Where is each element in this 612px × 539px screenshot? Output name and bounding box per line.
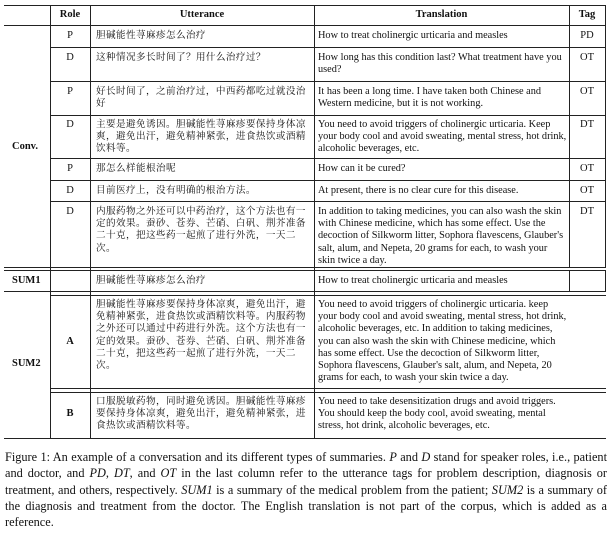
sum2-translation: You need to take desensitization drugs and avoid triggers. You should keep the body cool, avoid sweating, mental stress, hot drink, alcoholic beverages, etc. xyxy=(318,396,556,432)
conv-role: D xyxy=(66,185,74,196)
conv-translation: How can it be cured? xyxy=(318,163,406,174)
bottom-rule xyxy=(4,438,606,439)
conv-role: P xyxy=(67,163,73,174)
conv-tag: DT xyxy=(580,206,594,217)
header-utterance: Utterance xyxy=(179,9,225,20)
conv-utterance: 好长时间了，之前治疗过，中西药都吃过就没治好 xyxy=(96,86,306,110)
sum1-translation: How to treat cholinergic urticaria and measles xyxy=(318,275,508,286)
sum1-label: SUM1 xyxy=(12,275,41,286)
header-translation: Translation xyxy=(415,9,468,20)
figure-caption: Figure 1: An example of a conversation and its different types of summaries. P and D stand for speaker roles, i.e., patient and doctor, and PD, DT, and OT in the last column refer to the utterance tags for problem description, diagnosis or treatment, and others, respectively. SUM1 is a summary of the medical problem from the patient; SUM2 is a summary of the diagnosis and treatment from the doctor. The English translation is not part of the corpus, which is added as a reference. xyxy=(5,450,607,530)
conv-tag: PD xyxy=(580,30,594,41)
conv-role: D xyxy=(66,119,74,130)
conv-utterance: 目前医疗上，没有明确的根治方法。 xyxy=(96,185,256,196)
conv-role: P xyxy=(67,30,73,41)
conv-tag: OT xyxy=(580,86,594,97)
sum2-utterance: 口服脱敏药物，同时避免诱因。胆碱能性荨麻疹要保持身体凉爽，避免出汗，避免精神紧张，进食热饮或酒精饮料等。 xyxy=(96,396,306,432)
conv-utterance: 这种情况多长时间了？用什么治疗过？ xyxy=(96,52,266,63)
conv-tag: OT xyxy=(580,52,594,63)
conv-end-rule xyxy=(4,267,606,268)
conv-tag: DT xyxy=(580,119,594,130)
sum2-role-b: B xyxy=(66,408,74,419)
sum2-translation: You need to avoid triggers of cholinergic urticaria. keep your body cool and avoid sweating, mental stress, hot drink, alcoholic beverages, etc. In addition to taking medicines, you can also wash the skin with Chinese medicine, which has some effect. Use the decoction of Silkworm litter, Sophora flavescens, Glauber's salt, alum, and Nepeta, 20 grams for each, to wash your skin twice a day. xyxy=(318,299,567,384)
conv-tag: OT xyxy=(580,185,594,196)
conv-translation: How to treat cholinergic urticaria and measles xyxy=(318,30,508,41)
top-rule xyxy=(4,5,606,6)
conv-translation: How long has this condition last? What treatment have you used? xyxy=(318,52,562,76)
conv-translation: It has been a long time. I have taken both Chinese and Western medicine, but it is not working. xyxy=(318,86,542,110)
conv-translation: You need to avoid triggers of cholinergic urticaria. Keep your body cool and avoid sweating, mental stress, hot drink, alcoholic beverages, etc. xyxy=(318,119,567,155)
sum1-end-rule xyxy=(4,291,606,292)
conv-translation: At present, there is no clear cure for this disease. xyxy=(318,185,519,196)
conv-utterance: 那怎么样能根治呢 xyxy=(96,163,176,174)
header-role: Role xyxy=(59,9,81,20)
conv-role: D xyxy=(66,206,74,217)
conv-utterance: 内服药物之外还可以中药治疗，这个方法也有一定的效果。蚕砂、苍券、芒硝、白矾、荆芥准备二十克，把这些药一起煎了进行外洗，一天二次。 xyxy=(96,206,306,254)
sum2-utterance: 胆碱能性荨麻疹要保持身体凉爽，避免出汗，避免精神紧张，进食热饮或酒精饮料等。内服药物之外还可以通过中药进行外洗。这个方法也有一定的效果。蚕砂、苍券、芒硝、白矾、荆芥准备二十克，把这些药一起煎了进行外洗，一天二次。 xyxy=(96,299,306,372)
conv-tag: OT xyxy=(580,163,594,174)
sum2-label: SUM2 xyxy=(12,358,41,369)
sum1-utterance: 胆碱能性荨麻疹怎么治疗 xyxy=(96,275,206,286)
conv-utterance: 主要是避免诱因。胆碱能性荨麻疹要保持身体凉爽，避免出汗，避免精神紧张，进食热饮或酒精饮料等。 xyxy=(96,119,306,155)
conv-role: P xyxy=(67,86,73,97)
conv-role: D xyxy=(66,52,74,63)
conv-utterance: 胆碱能性荨麻疹怎么治疗 xyxy=(96,30,206,41)
header-tag: Tag xyxy=(578,9,596,20)
sum2-role-a: A xyxy=(66,336,74,347)
conv-translation: In addition to taking medicines, you can also wash the skin with Chinese medicine, which has some effect. Use the decoction of Silkworm litter, Sophora flavescens, Glauber's salt, alum, and Nepeta, 20 grams for each, to wash your skin twice a day. xyxy=(318,206,564,266)
conv-label: Conv. xyxy=(12,141,38,152)
